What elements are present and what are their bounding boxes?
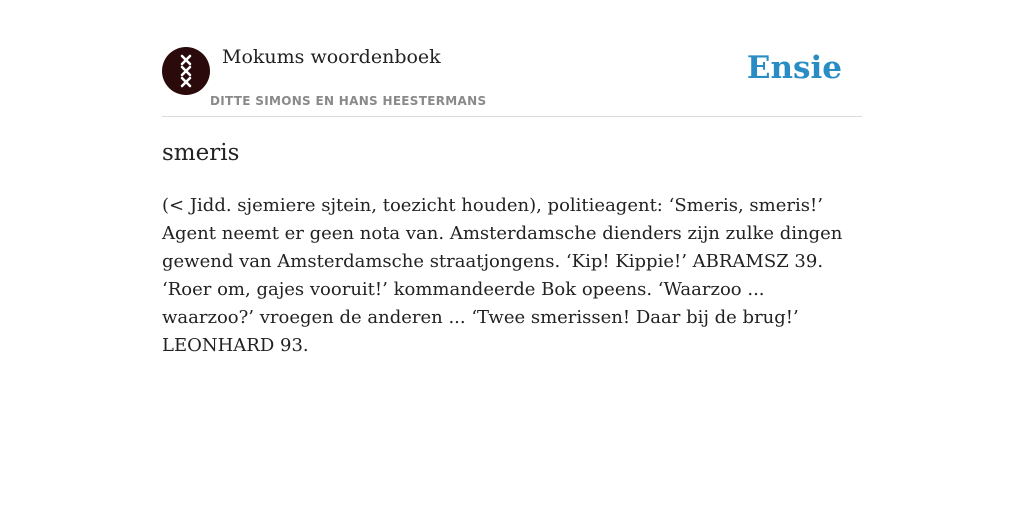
brand-logo-link[interactable]: Ensie [746, 50, 842, 86]
headword: smeris [162, 140, 240, 166]
authors: DITTE SIMONS EN HANS HEESTERMANS [210, 94, 487, 108]
book-title[interactable]: Mokums woordenboek [222, 46, 441, 68]
amsterdam-xxx-icon[interactable] [162, 47, 210, 95]
definition-text: (< Jidd. sjemiere sjtein, toezicht houden), politieagent: ‘Smeris, smeris!’ Agent neemt er geen nota van. Amsterdamsche dienders zijn zulke dingen gewend van Amsterdamsche straatjongens. ‘Kip! Kippie!’ ABRAMSZ 39. ‘Roer om, gajes vooruit!’ kommandeerde Bok opeens. ‘Waarzoo ... waarzoo?’ vroegen de anderen ... ‘Twee smerissen! Daar bij de brug!’ LEONHARD 93. [162, 195, 843, 356]
header [162, 40, 862, 117]
